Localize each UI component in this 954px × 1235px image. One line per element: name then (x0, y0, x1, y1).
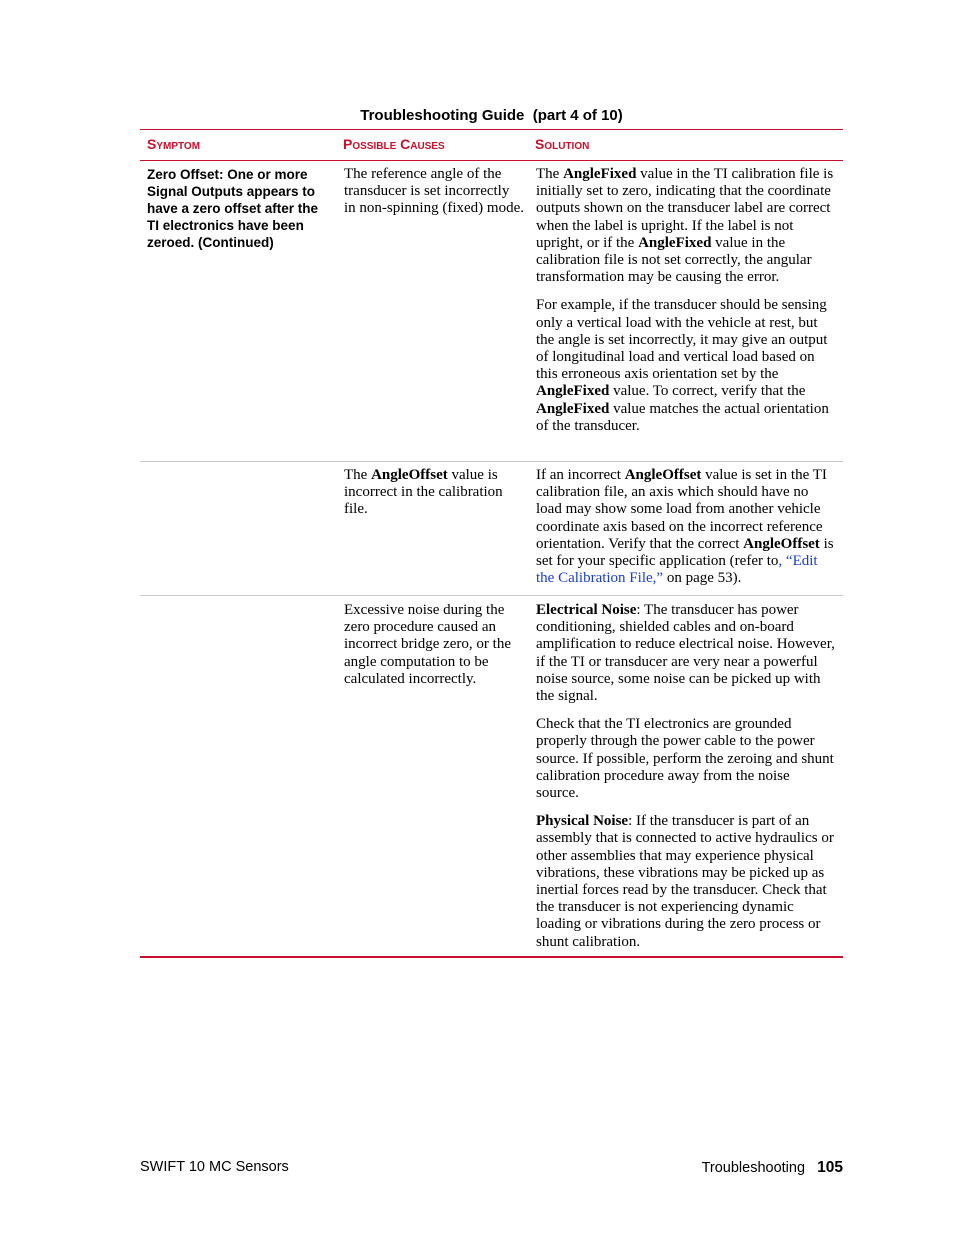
row2-solution (536, 467, 836, 587)
term-anglefixed: AngleFixed (563, 166, 637, 182)
text: value matches the actual orientation of the transducer. (536, 400, 829, 434)
row1-symptom: Zero Offset: One or more Signal Outputs appears to have a zero offset after the TI electronics have been zeroed. (Continued) (147, 167, 319, 250)
text: value in the TI calibration file is initially set to zero, indicating that the coordinate outputs shown on the transducer label are correct when the label is upright. If the label is not upright, or if the (536, 166, 834, 251)
footer-doc-title: SWIFT 10 MC Sensors (140, 1159, 289, 1175)
term-angleoffset: AngleOffset (371, 467, 448, 483)
row1-solution-p1 (536, 166, 836, 286)
table-bottom-rule (140, 956, 843, 958)
header-symptom: Symptom (147, 136, 201, 152)
row3-solution-p3 (536, 813, 836, 951)
row2-cause-text (344, 467, 524, 519)
row3-solution-p2: Check that the TI electronics are grounded properly through the power cable to the power source. If possible, perform the zeroing and shunt calibration procedure away from the noise source. (536, 716, 834, 802)
term-physical-noise: Physical Noise (536, 813, 629, 830)
term-anglefixed: AngleFixed (638, 234, 712, 251)
text: : The transducer has power conditioning, shielded cables and on-board amplification to reduce electrical noise. However, if the TI or transducer are very near a powerful noise source, some noise can be picked up with the signal. (536, 602, 835, 705)
row1-solution (536, 166, 836, 435)
text: The (344, 467, 372, 483)
table-top-rule (140, 129, 843, 130)
row3-cause (344, 602, 524, 688)
text: value is set in the TI calibration file, an axis which should have no load may show some load from another vehicle coordinate axis based on the incorrect reference orientation. Verify that the correct (536, 467, 827, 552)
row2-solution-p1 (536, 467, 836, 587)
text: : If the transducer is part of an assembly that is connected to active hydraulics or other assemblies that may experience physical vibrations, these vibrations may be picked up as inertial forces read by the transducer. Check that the transducer is not experiencing dynamic loading or vibrations during the zero process or shunt calibration. (536, 813, 834, 950)
text: If an incorrect (536, 467, 625, 483)
row1-cause-text: The reference angle of the transducer is set incorrectly in non-spinning (fixed) mode. (344, 166, 524, 217)
term-anglefixed: AngleFixed (536, 383, 610, 400)
term-angleoffset: AngleOffset (743, 535, 820, 552)
row3-cause-text: Excessive noise during the zero procedure caused an incorrect bridge zero, or the angle computation to be calculated incorrectly. (344, 602, 511, 687)
row1-cause (344, 166, 524, 218)
row3-solution (536, 602, 836, 951)
header-possible-causes: Possible Causes (343, 136, 445, 152)
text: For example, if the transducer should be sensing only a vertical load with the vehicle at rest, but the angle is set incorrectly, it may give an output of longitudinal load and vertical load based on this erroneous axis orientation set by the (536, 297, 828, 383)
footer-right (702, 1159, 843, 1177)
text: value in the calibration file is not set correctly, the angular transformation may be causing the error. (536, 234, 812, 286)
row-divider (140, 595, 843, 596)
term-anglefixed: AngleFixed (536, 400, 610, 417)
row2-cause (344, 467, 524, 519)
table-header-rule (140, 160, 843, 161)
text: value. To correct, verify that the (609, 383, 806, 400)
page-number: 105 (817, 1159, 843, 1176)
term-electrical-noise: Electrical Noise (536, 602, 637, 618)
row-divider (140, 461, 843, 462)
text: is set for your specific application (refer to (536, 535, 834, 570)
text: value is incorrect in the calibration file. (344, 467, 503, 518)
term-angleoffset: AngleOffset (624, 467, 702, 483)
header-solution: Solution (535, 136, 590, 152)
caption-title: Troubleshooting Guide (360, 107, 525, 124)
calibration-file-link[interactable]: , “Edit the Calibration File,” (536, 553, 818, 587)
text: The (536, 166, 564, 182)
text: on page 53). (663, 570, 742, 587)
footer-section: Troubleshooting (701, 1160, 806, 1176)
table-caption (140, 107, 843, 124)
caption-part: (part 4 of 10) (532, 107, 623, 124)
row3-solution-p1 (536, 602, 836, 705)
row1-solution-p2 (536, 297, 836, 435)
